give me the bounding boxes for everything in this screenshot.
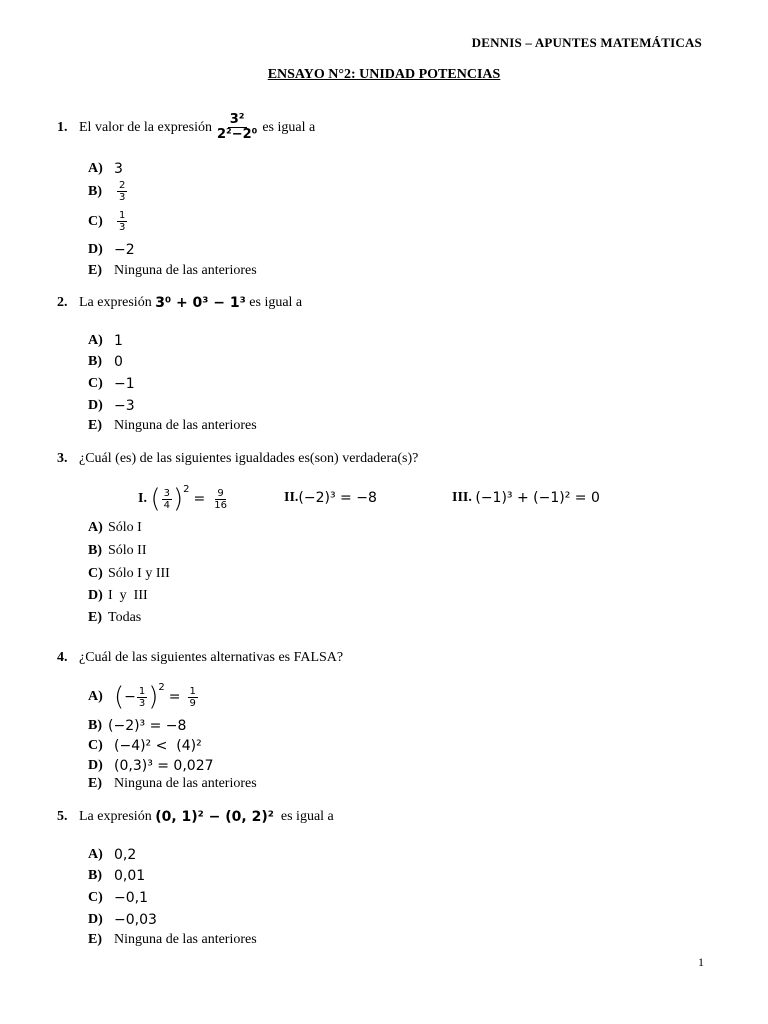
option-5a[interactable]: A) 0,2	[88, 847, 137, 863]
page-title: ENSAYO N°2: UNIDAD POTENCIAS	[267, 67, 501, 82]
option-4b[interactable]: B) (−2)³ = −8	[88, 718, 187, 734]
statement-iii: III. (−1)³ + (−1)² = 0	[452, 490, 600, 506]
option-3b[interactable]: B) Sólo II	[88, 543, 147, 558]
option-3a[interactable]: A) Sólo I	[88, 520, 142, 535]
option-3e[interactable]: E) Todas	[88, 610, 142, 625]
statement-i: I. ( $\frac{3}{4}$ ) 2 = $\frac{9}{16}$	[138, 484, 227, 514]
option-5e[interactable]: E) Ninguna de las anteriores	[88, 932, 257, 947]
option-4c[interactable]: C) (−4)² < (4)²	[88, 738, 202, 754]
option-5d[interactable]: D) −0,03	[88, 912, 157, 928]
statement-ii: II. (−2)³ = −8	[284, 490, 377, 506]
option-1b[interactable]: B) $\frac{2}{3}$	[88, 180, 126, 203]
option-2c[interactable]: C) −1	[88, 376, 135, 392]
question-2: 2. La expresión 3⁰ + 0³ − 1³ es igual a	[57, 295, 303, 311]
option-4a[interactable]: A) ( − $\frac{1}{3}$ ) 2 = $\frac{1}{9}$	[88, 682, 196, 712]
option-1d[interactable]: D) −2	[88, 242, 135, 258]
question-1	[57, 113, 315, 143]
option-2a[interactable]: A) 1	[88, 333, 123, 349]
question-3: 3. ¿Cuál (es) de las siguientes igualdades es(son) verdadera(s)?	[57, 451, 419, 466]
page-number: 1	[698, 955, 704, 969]
question-4: 4. ¿Cuál de las siguientes alternativas es FALSA?	[57, 650, 344, 665]
option-3d[interactable]: D) I y III	[88, 588, 148, 603]
option-5b[interactable]: B) 0,01	[88, 868, 146, 884]
expression-fraction: $\frac{\text{3²}}{\text{2²−2⁰}}$	[216, 112, 258, 143]
expression: 3⁰ + 0³ − 1³	[155, 295, 246, 311]
option-1c[interactable]: C) $\frac{1}{3}$	[88, 210, 126, 233]
option-5c[interactable]: C) −0,1	[88, 890, 148, 906]
question-5: 5. La expresión (0, 1)² − (0, 2)² es igual a	[57, 809, 334, 825]
question-text: El valor de la expresión	[79, 119, 212, 135]
option-1a[interactable]: A) 3	[88, 161, 123, 177]
question-text-end: es igual a	[262, 119, 316, 135]
option-3c[interactable]: C) Sólo I y III	[88, 566, 170, 581]
question-number: 1.	[57, 119, 68, 135]
page-header: DENNIS – APUNTES MATEMÁTICAS	[471, 35, 702, 50]
option-2e[interactable]: E) Ninguna de las anteriores	[88, 418, 257, 433]
option-4d[interactable]: D) (0,3)³ = 0,027	[88, 758, 214, 774]
option-4e[interactable]: E) Ninguna de las anteriores	[88, 776, 257, 791]
option-1e[interactable]: E) Ninguna de las anteriores	[88, 263, 257, 278]
option-2d[interactable]: D) −3	[88, 398, 135, 414]
option-2b[interactable]: B) 0	[88, 354, 123, 370]
expression: (0, 1)² − (0, 2)²	[155, 809, 274, 825]
